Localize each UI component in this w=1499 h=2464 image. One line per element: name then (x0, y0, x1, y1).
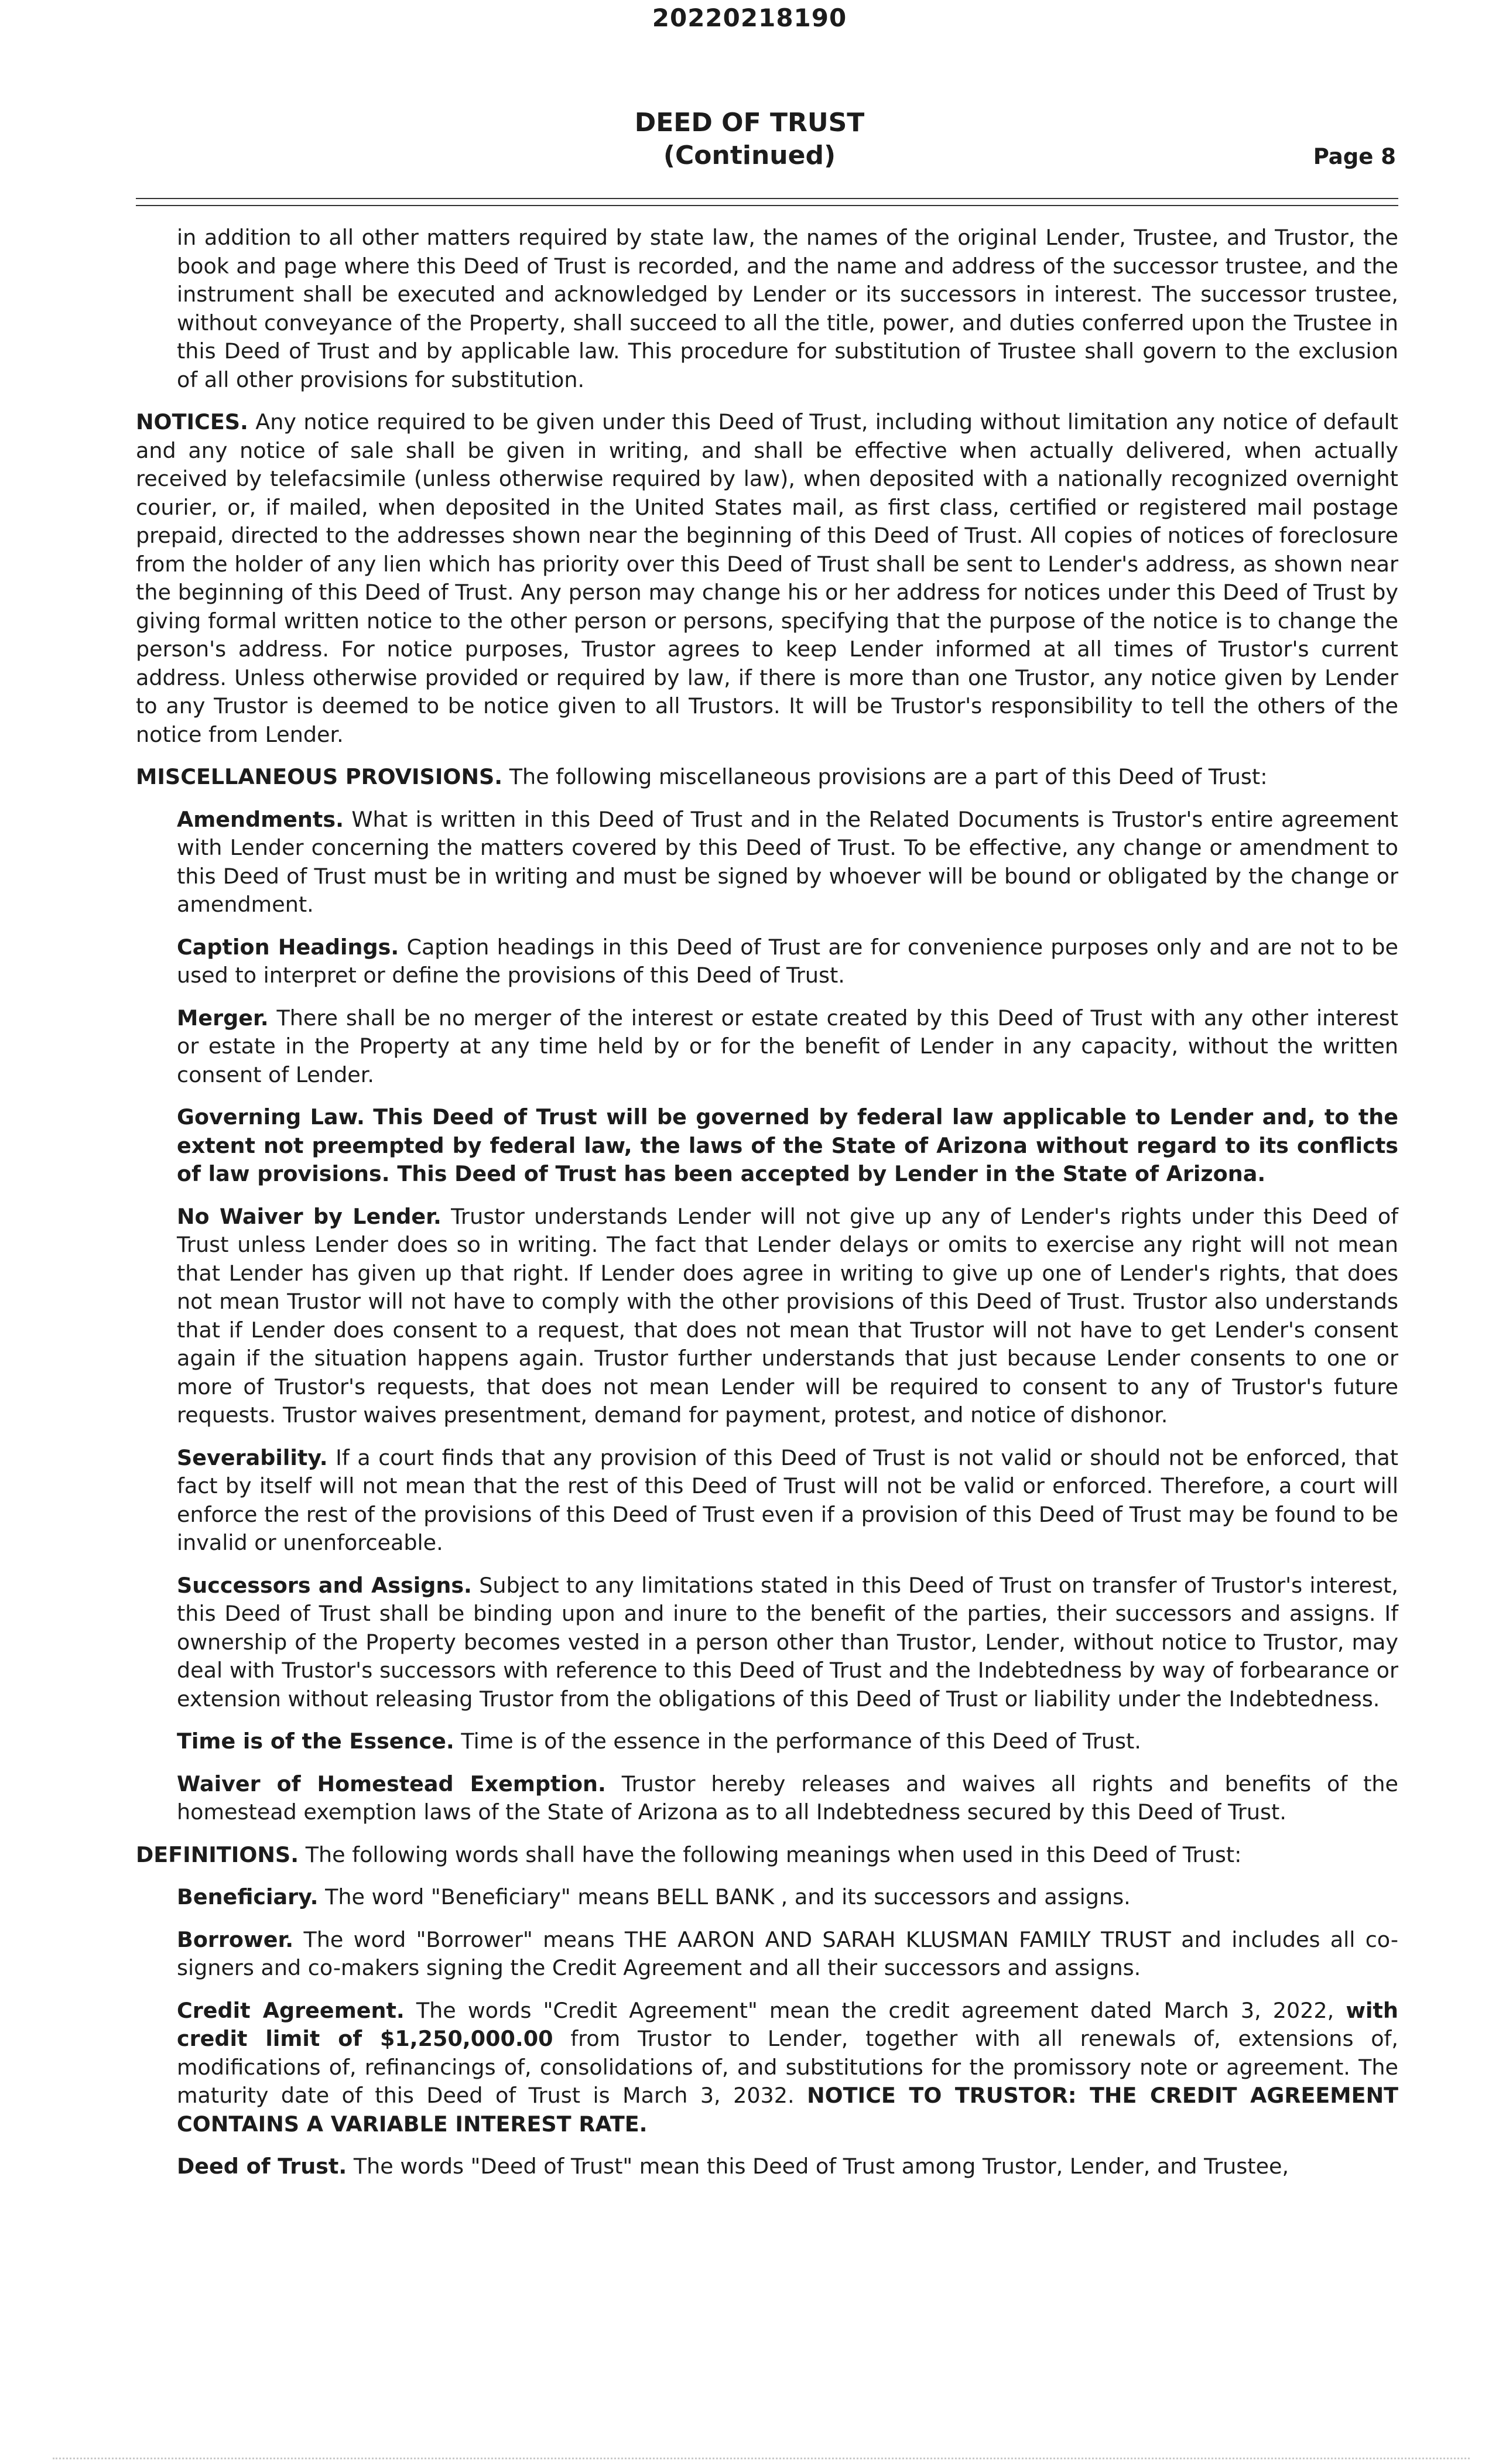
document-number: 20220218190 (652, 4, 847, 32)
misc-provisions-intro: The following miscellaneous provisions are a part of this Deed of Trust: (509, 764, 1268, 789)
homestead-paragraph (136, 1770, 1398, 1827)
deed-of-trust-heading: Deed of Trust. (177, 2154, 347, 2179)
definitions-section (136, 1841, 1398, 1870)
document-subtitle: (Continued) (663, 141, 836, 170)
misc-provisions-section (136, 763, 1398, 792)
borrower-text: The word "Borrower" means THE AARON AND SARAH KLUSMAN FAMILY TRUST and includes all co-signers and co-makers signing the Credit Agreement and all their successors and assigns. (177, 1926, 1398, 1980)
successors-heading: Successors and Assigns. (177, 1572, 472, 1598)
homestead-text: Trustor hereby releases and waives all rights and benefits of the homestead exemption laws of the State of Arizona as to all Indebtedness secured by this Deed of Trust. (177, 1771, 1398, 1825)
credit-agreement-text-1: The words "Credit Agreement" mean the credit agreement dated March 3, 2022, (416, 1997, 1334, 2023)
page-number: Page 8 (1313, 144, 1396, 169)
substitution-continued-paragraph: in addition to all other matters required by state law, the names of the original Lender, Trustee, and Trustor, the book and page where this Deed of Trust is recorded, and the name and address of the successor trustee, and the instrument shall be executed and acknowledged by Lender or its successors in interest. The successor trustee, without conveyance of the Property, shall succeed to all the title, power, and duties conferred upon the Trustee in this Deed of Trust and by applicable law. This procedure for substitution of Trustee shall govern to the exclusion of all other provisions for substitution. (177, 225, 1398, 392)
caption-headings-heading: Caption Headings. (177, 934, 399, 960)
caption-headings-paragraph (136, 933, 1398, 990)
no-waiver-heading: No Waiver by Lender. (177, 1203, 442, 1229)
credit-agreement-text-2: from Trustor to Lender, together with all renewals of, extensions of, modifications of, refinancings of, consolidations of, and substitutions for the promissory note or agreement. The maturity date of this Deed of Trust is March 3, 2032. (177, 2026, 1398, 2108)
beneficiary-paragraph (136, 1883, 1398, 1912)
deed-of-trust-text: The words "Deed of Trust" mean this Deed of Trust among Trustor, Lender, and Trustee, (353, 2154, 1289, 2179)
credit-agreement-heading: Credit Agreement. (177, 1997, 405, 2023)
credit-agreement-paragraph (136, 1997, 1398, 2139)
variable-rate-notice: NOTICE TO TRUSTOR: THE CREDIT AGREEMENT CONTAINS A VARIABLE INTEREST RATE. (177, 2083, 1399, 2137)
merger-heading: Merger. (177, 1005, 269, 1031)
deed-of-trust-paragraph (136, 2152, 1398, 2181)
time-essence-paragraph (136, 1727, 1398, 1756)
severability-heading: Severability. (177, 1445, 328, 1470)
amendments-heading: Amendments. (177, 806, 344, 832)
merger-text: There shall be no merger of the interest or estate created by this Deed of Trust with any other interest or estate in the Property at any time held by or for the benefit of Lender in any capacity, without the written consent of Lender. (177, 1005, 1399, 1087)
caption-headings-text: Caption headings in this Deed of Trust are for convenience purposes only and are not to be used to interpret or define the provisions of this Deed of Trust. (177, 934, 1398, 988)
scan-artifact-line (53, 2458, 1470, 2459)
header-rule-top (136, 198, 1398, 199)
successors-paragraph (136, 1572, 1398, 1714)
notices-text: Any notice required to be given under this Deed of Trust, including without limitation any notice of default and any notice of sale shall be given in writing, and shall be effective when actually delivered, when actually received by telefacsimile (unless otherwise required by law), when deposited with a nationally recognized overnight courier, or, if mailed, when deposited in the United States mail, as first class, certified or registered mail postage prepaid, directed to the addresses shown near the beginning of this Deed of Trust. All copies of notices of foreclosure from the holder of any lien which has priority over this Deed of Trust shall be sent to Lender's address, as shown near the beginning of this Deed of Trust. Any person may change his or her address for notices under this Deed of Trust by giving formal written notice to the other person or persons, specifying that the purpose of the notice is to change the person's address. For notice purposes, Trustor agrees to keep Lender informed at all times of Trustor's current address. Unless otherwise provided or required by law, if there is more than one Trustor, any notice given by Lender to any Trustor is deemed to be notice given to all Trustors. It will be Trustor's responsibility to tell the others of the notice from Lender. (136, 409, 1398, 747)
beneficiary-heading: Beneficiary. (177, 1884, 319, 1909)
definitions-intro: The following words shall have the following meanings when used in this Deed of Trust: (305, 1842, 1242, 1867)
notices-section (136, 408, 1398, 749)
governing-law-text: This Deed of Trust will be governed by federal law applicable to Lender and, to the extent not preempted by federal law, the laws of the State of Arizona without regard to its conflicts of law provisions. This Deed of Trust has been accepted by Lender in the State of Arizona. (177, 1104, 1399, 1186)
credit-limit-text: with credit limit of $1,250,000.00 (177, 1997, 1398, 2051)
time-essence-text: Time is of the essence in the performance of this Deed of Trust. (461, 1729, 1141, 1754)
time-essence-heading: Time is of the Essence. (177, 1729, 454, 1754)
header-rule-bottom (136, 205, 1398, 206)
document-body (136, 224, 1398, 2195)
borrower-paragraph (136, 1926, 1398, 1983)
page-title (0, 107, 1499, 172)
no-waiver-paragraph (136, 1203, 1398, 1430)
homestead-heading: Waiver of Homestead Exemption. (177, 1771, 606, 1796)
no-waiver-text: Trustor understands Lender will not give up any of Lender's rights under this Deed of Trust unless Lender does so in writing. The fact that Lender delays or omits to exercise any right will not mean that Lender has given up that right. If Lender does agree in writing to give up one of Lender's rights, that does not mean Trustor will not have to comply with the other provisions of this Deed of Trust. Trustor also understands that if Lender does consent to a request, that does not mean that Trustor will not have to get Lender's consent again if the situation happens again. Trustor further understands that just because Lender consents to one or more of Trustor's requests, that does not mean Lender will be required to consent to any of Trustor's future requests. Trustor waives presentment, demand for payment, protest, and notice of dishonor. (177, 1203, 1399, 1428)
amendments-text: What is written in this Deed of Trust and in the Related Documents is Trustor's entire agreement with Lender concerning the matters covered by this Deed of Trust. To be effective, any change or amendment to this Deed of Trust must be in writing and must be signed by whoever will be bound or obligated by the change or amendment. (177, 806, 1398, 917)
merger-paragraph (136, 1004, 1398, 1090)
amendments-paragraph (136, 806, 1398, 919)
definitions-heading: DEFINITIONS. (136, 1842, 299, 1867)
governing-law-heading: Governing Law. (177, 1104, 365, 1130)
severability-text: If a court finds that any provision of this Deed of Trust is not valid or should not be enforced, that fact by itself will not mean that the rest of this Deed of Trust will not be valid or enforced. Therefore, a court will enforce the rest of the provisions of this Deed of Trust even if a provision of this Deed of Trust may be found to be invalid or unenforceable. (177, 1445, 1398, 1555)
severability-paragraph (136, 1444, 1398, 1558)
notices-heading: NOTICES. (136, 409, 248, 434)
successors-text: Subject to any limitations stated in this Deed of Trust on transfer of Trustor's interest, this Deed of Trust shall be binding upon and inure to the benefit of the parties, their successors and assigns. If ownership of the Property becomes vested in a person other than Trustor, Lender, without notice to Trustor, may deal with Trustor's successors with reference to this Deed of Trust and the Indebtedness by way of forbearance or extension without releasing Trustor from the obligations of this Deed of Trust or liability under the Indebtedness. (177, 1572, 1399, 1712)
borrower-heading: Borrower. (177, 1926, 294, 1952)
misc-provisions-heading: MISCELLANEOUS PROVISIONS. (136, 764, 503, 789)
document-title: DEED OF TRUST (634, 108, 865, 138)
governing-law-paragraph (136, 1103, 1398, 1189)
beneficiary-text: The word "Beneficiary" means BELL BANK , and its successors and assigns. (325, 1884, 1131, 1909)
